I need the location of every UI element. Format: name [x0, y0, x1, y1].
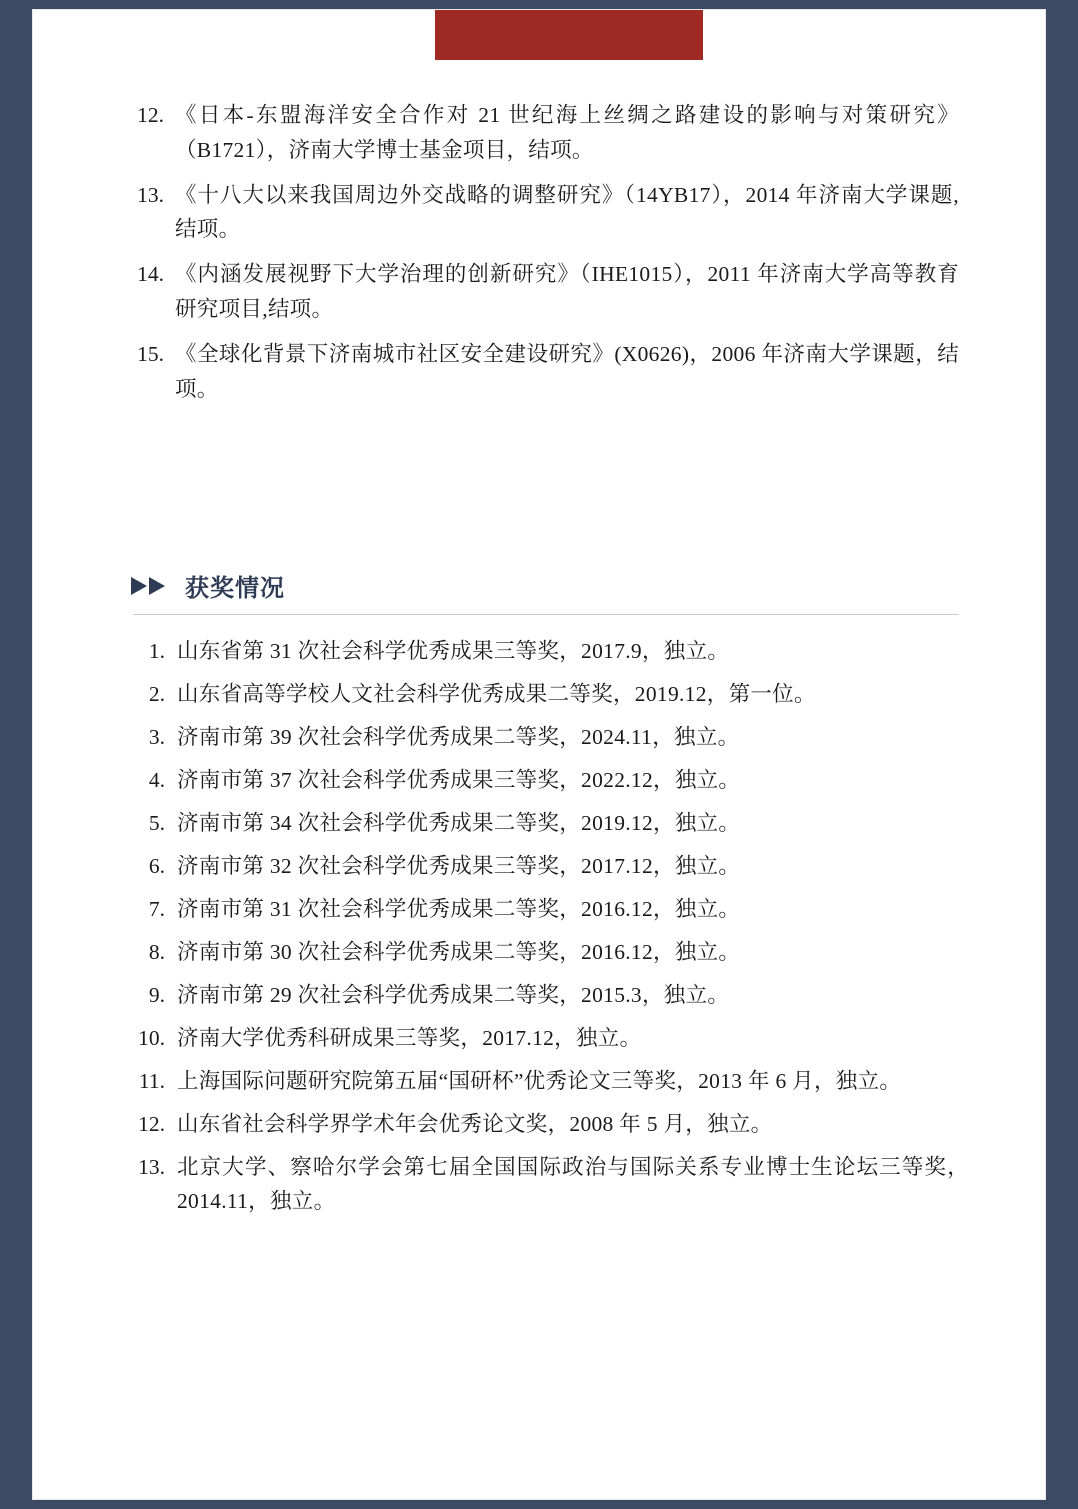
list-item-text: 济南大学优秀科研成果三等奖，2017.12，独立。 — [177, 1025, 642, 1050]
list-item-text: 山东省高等学校人文社会科学优秀成果二等奖，2019.12，第一位。 — [177, 681, 816, 706]
list-item — [129, 1022, 969, 1056]
list-item-text: 济南市第 32 次社会科学优秀成果三等奖，2017.12，独立。 — [177, 853, 741, 878]
list-item — [129, 807, 969, 841]
list-item-text: 《全球化背景下济南城市社区安全建设研究》(X0626)，2006 年济南大学课题，结项。 — [175, 341, 959, 401]
section-divider — [133, 614, 959, 615]
list-item-number: 12. — [137, 103, 164, 127]
list-item-number: 10. — [138, 1025, 165, 1050]
list-item-number: 13. — [138, 1154, 165, 1179]
list-item — [129, 893, 969, 927]
list-item-text: 山东省社会科学界学术年会优秀论文奖，2008 年 5 月，独立。 — [177, 1111, 773, 1136]
projects-list — [129, 98, 959, 417]
list-item-text: 济南市第 29 次社会科学优秀成果二等奖，2015.3，独立。 — [177, 982, 730, 1007]
document-page — [33, 10, 1045, 1499]
list-item-number: 11. — [138, 1068, 165, 1093]
list-item-number: 3. — [148, 724, 165, 749]
list-item-text: 《内涵发展视野下大学治理的创新研究》（IHE1015），2011 年济南大学高等教育研究项目,结项。 — [175, 262, 959, 322]
list-item-number: 4. — [148, 767, 165, 792]
list-item-text: 济南市第 34 次社会科学优秀成果二等奖，2019.12，独立。 — [177, 810, 741, 835]
list-item-text: 《日本-东盟海洋安全合作对 21 世纪海上丝绸之路建设的影响与对策研究》（B1721），济南大学博士基金项目，结项。 — [175, 103, 959, 162]
list-item — [129, 721, 969, 755]
list-item — [129, 337, 959, 407]
list-item — [129, 178, 959, 248]
section-title: 获奖情况 — [185, 575, 285, 602]
double-arrow-icon — [129, 575, 169, 597]
list-item — [129, 936, 969, 970]
list-item-number: 12. — [138, 1111, 165, 1136]
list-item — [129, 1151, 969, 1219]
list-item — [129, 979, 969, 1013]
list-item-number: 1. — [148, 639, 165, 663]
list-item-number: 9. — [148, 982, 165, 1007]
list-item-number: 6. — [148, 853, 165, 878]
list-item — [129, 257, 959, 327]
page-content — [33, 10, 1045, 1499]
list-item-text: 济南市第 30 次社会科学优秀成果二等奖，2016.12，独立。 — [177, 939, 741, 964]
list-item-number: 8. — [148, 939, 165, 964]
list-item — [129, 1065, 969, 1099]
list-item-text: 《十八大以来我国周边外交战略的调整研究》（14YB17），2014 年济南大学课题,结项。 — [175, 182, 959, 242]
awards-list — [129, 635, 969, 1228]
list-item-number: 13. — [137, 182, 164, 207]
list-item-text: 上海国际问题研究院第五届“国研杯”优秀论文三等奖，2013 年 6 月，独立。 — [177, 1068, 902, 1093]
list-item-number: 14. — [137, 262, 164, 287]
list-item-text: 济南市第 39 次社会科学优秀成果二等奖，2024.11，独立。 — [177, 724, 740, 749]
list-item-text: 北京大学、察哈尔学会第七届全国国际政治与国际关系专业博士生论坛三等奖，2014.11，独立。 — [177, 1154, 969, 1213]
list-item-text: 济南市第 31 次社会科学优秀成果二等奖，2016.12，独立。 — [177, 896, 741, 921]
list-item — [129, 98, 959, 168]
list-item-text: 济南市第 37 次社会科学优秀成果三等奖，2022.12，独立。 — [177, 767, 741, 792]
list-item — [129, 678, 969, 712]
list-item-number: 5. — [148, 810, 165, 835]
list-item-number: 15. — [137, 341, 164, 366]
list-item — [129, 850, 969, 884]
list-item-number: 7. — [148, 896, 165, 921]
list-item-text: 山东省第 31 次社会科学优秀成果三等奖，2017.9，独立。 — [177, 639, 730, 663]
section-header — [129, 568, 959, 615]
list-item — [129, 635, 969, 669]
list-item — [129, 1108, 969, 1142]
list-item-number: 2. — [148, 681, 165, 706]
list-item — [129, 764, 969, 798]
